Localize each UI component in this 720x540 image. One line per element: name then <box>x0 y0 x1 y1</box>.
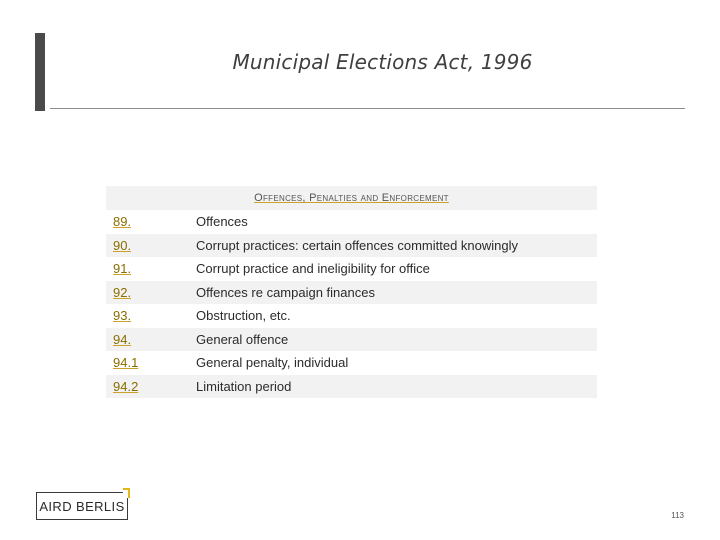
section-number-link[interactable]: 91. <box>113 261 132 277</box>
section-title: Obstruction, etc. <box>196 308 291 324</box>
section-title: Corrupt practice and ineligibility for office <box>196 261 430 277</box>
section-number-link[interactable]: 94.2 <box>113 378 139 394</box>
section-title: Offences re campaign finances <box>196 284 375 300</box>
page-number: 113 <box>671 511 684 520</box>
section-number-link[interactable]: 93. <box>113 308 132 324</box>
accent-bar <box>35 33 45 111</box>
section-number-link[interactable]: 89. <box>113 214 132 230</box>
title-divider <box>50 108 685 109</box>
toc-row <box>106 234 597 258</box>
section-title: General offence <box>196 331 289 347</box>
slide-title: Municipal Elections Act, 1996 <box>232 50 533 74</box>
section-number-link[interactable]: 94. <box>113 331 132 347</box>
toc-heading <box>106 186 597 210</box>
toc-row <box>106 257 597 281</box>
toc-row <box>106 281 597 305</box>
section-number-link[interactable]: 90. <box>113 237 132 253</box>
toc-heading-link[interactable]: Offences, Penalties and Enforcement <box>254 192 449 204</box>
section-title: Offences <box>196 214 248 230</box>
toc-row <box>106 328 597 352</box>
toc-row <box>106 351 597 375</box>
section-number-link[interactable]: 94.1 <box>113 355 139 371</box>
section-title: General penalty, individual <box>196 355 349 371</box>
toc-row <box>106 304 597 328</box>
section-number-link[interactable]: 92. <box>113 284 132 300</box>
toc-row <box>106 375 597 399</box>
company-logo <box>36 490 130 520</box>
section-title: Limitation period <box>196 378 292 394</box>
logo-corner-accent <box>123 488 130 498</box>
toc-row <box>106 210 597 234</box>
toc-table <box>106 186 597 398</box>
section-title: Corrupt practices: certain offences committed knowingly <box>196 237 519 253</box>
logo-wordmark: AIRD BERLIS <box>36 492 128 520</box>
